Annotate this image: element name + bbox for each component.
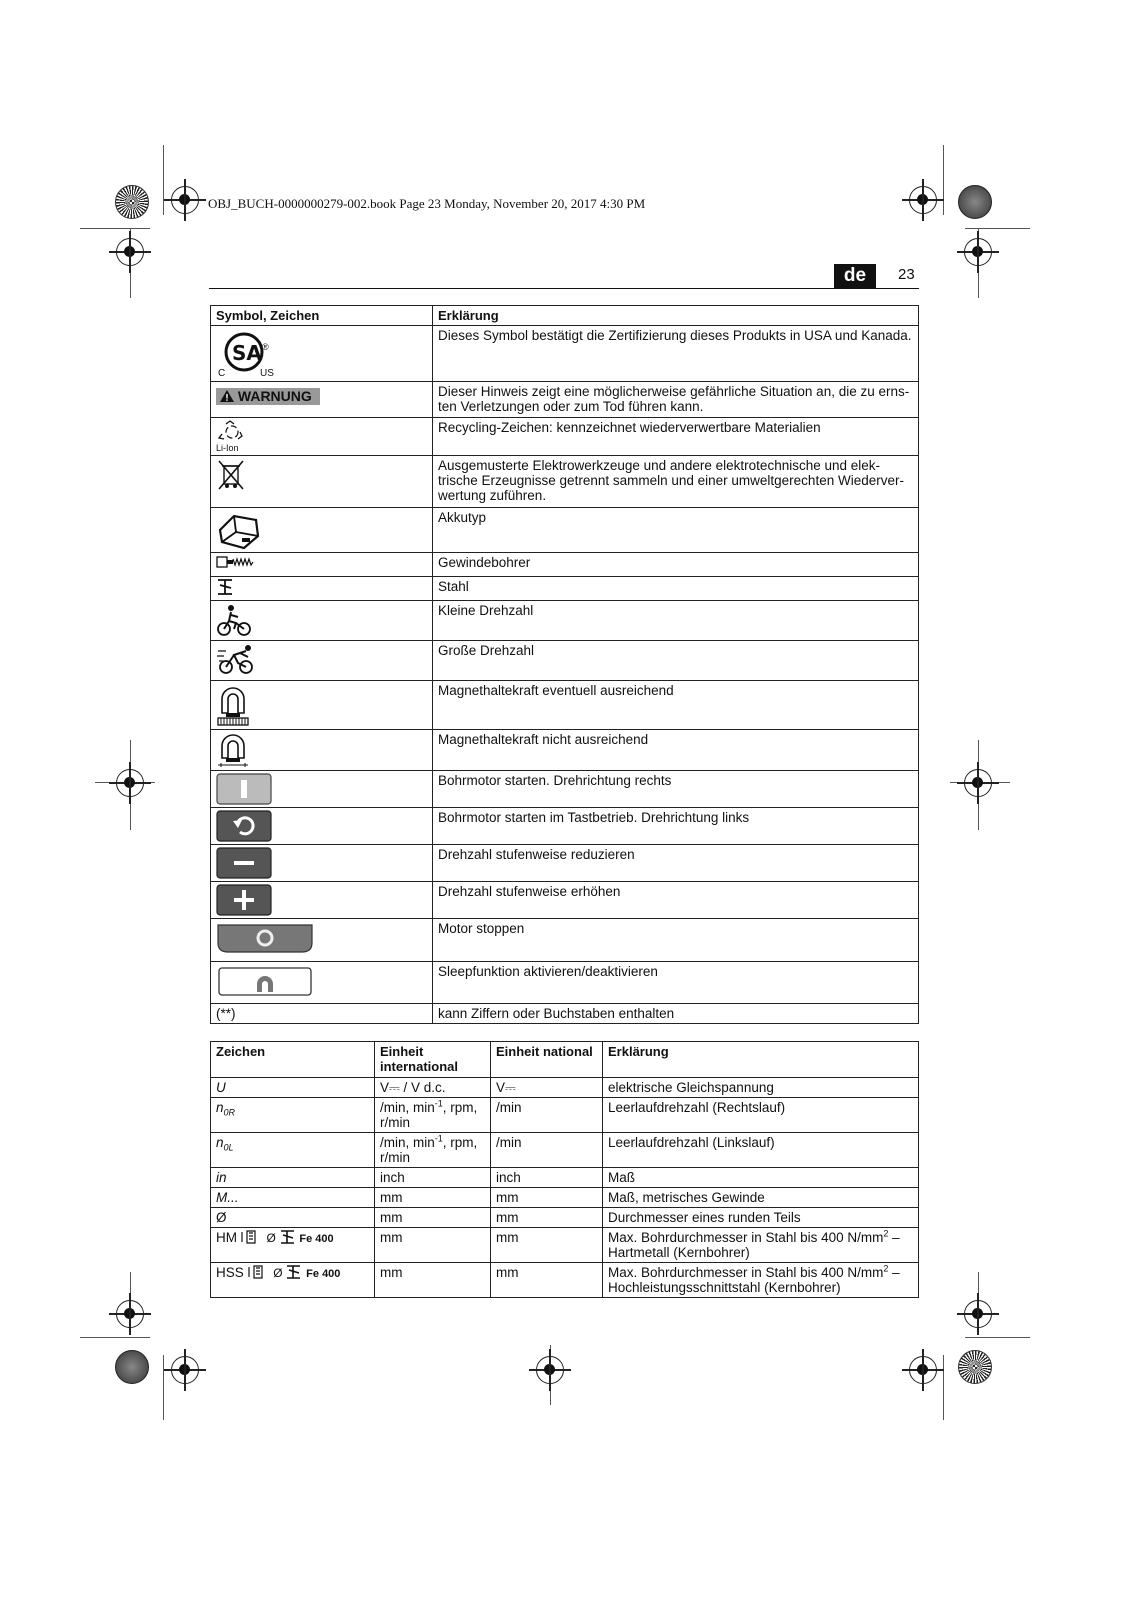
table-row [211, 1188, 919, 1208]
steel-beam-icon [286, 1265, 302, 1279]
core-drill-icon [241, 1230, 263, 1244]
unit-international-cell: inch [375, 1168, 491, 1188]
unit-exponent: 2 [883, 1228, 889, 1239]
registration-star-bottom-right [958, 1350, 992, 1384]
explanation-cell: Dieses Symbol bestätigt die Zertifizierung dieses Produkts in USA und Kanada. [433, 326, 919, 382]
fe400-label: Fe 400 [299, 1233, 334, 1245]
page-number: 23 [898, 266, 915, 283]
unit-national-cell: /min [491, 1133, 603, 1168]
table-row [211, 1098, 919, 1133]
unit-national-cell: inch [491, 1168, 603, 1188]
unit-international-cell: mm [375, 1208, 491, 1228]
symbol-cell [211, 456, 433, 508]
sign-cell: M... [211, 1188, 375, 1208]
symbol-cell [211, 326, 433, 382]
explanation-cell: Motor stoppen [433, 919, 919, 962]
stop-button-icon [216, 921, 314, 955]
symbol-cell [211, 681, 433, 730]
unit-national-cell: /min [491, 1098, 603, 1133]
registration-star-top-left [115, 185, 149, 219]
table-row [211, 508, 919, 553]
li-ion-label: Li-Ion [216, 443, 239, 453]
explanation-cell: Magnethaltekraft eventuell ausreichend [433, 681, 919, 730]
unit-national-cell: mm [491, 1208, 603, 1228]
explanation-cell: Stahl [433, 577, 919, 601]
plus-button-icon [216, 884, 272, 916]
magnet-sufficient-icon [216, 683, 250, 727]
registration-mark-left-1 [116, 238, 144, 266]
registration-mark-mid-left [116, 769, 144, 797]
sign-symbol: HSS [216, 1265, 244, 1280]
unit-rmin-text: r/min [380, 1150, 410, 1165]
unit-exponent: -1 [434, 1098, 443, 1109]
table-row [211, 553, 919, 577]
explanation-cell: Maß, metrisches Gewinde [603, 1188, 919, 1208]
explanation-cell: kann Ziffern oder Buchstaben enthalten [433, 1004, 919, 1024]
column-header-sign: Zeichen [211, 1042, 375, 1078]
explanation-cell: Drehzahl stufenweise reduzieren [433, 845, 919, 882]
explanation-cell [603, 1228, 919, 1263]
diameter-sign: Ø [266, 1231, 276, 1245]
unit-international-cell [375, 1133, 491, 1168]
unit-international-cell: mm [375, 1188, 491, 1208]
explanation-cell: Leerlaufdrehzahl (Rechtslauf) [603, 1098, 919, 1133]
explanation-material: Hartmetall (Kernbohrer) [608, 1245, 750, 1260]
symbol-cell [211, 382, 433, 418]
symbol-cell [211, 919, 433, 962]
sign-subscript: 0L [223, 1142, 234, 1153]
registration-mark-bottom-left-2 [171, 1356, 199, 1384]
sign-cell: in [211, 1168, 375, 1188]
registration-mark-bottom-left-1 [116, 1300, 144, 1328]
registration-solid-top-right [958, 185, 992, 219]
table-row [211, 1133, 919, 1168]
warning-triangle-icon [220, 390, 234, 402]
symbol-cell [211, 808, 433, 845]
sign-symbol: n [216, 1100, 224, 1115]
sign-cell [211, 1228, 375, 1263]
column-header-symbol: Symbol, Zeichen [211, 306, 433, 326]
registration-mark-top-right [909, 186, 937, 214]
header-rule [209, 288, 919, 289]
registration-mark-right-1 [964, 238, 992, 266]
table-row [211, 730, 919, 771]
sign-cell [211, 1098, 375, 1133]
csa-c-label: C [218, 368, 226, 379]
diameter-sign: Ø [273, 1266, 283, 1280]
column-header-unit-international: Einheit international [375, 1042, 491, 1078]
sleep-button-icon [216, 964, 314, 998]
table-row [211, 845, 919, 882]
unit-national-cell: mm [491, 1228, 603, 1263]
steel-beam-icon [280, 1230, 296, 1244]
table-row [211, 1263, 919, 1298]
core-drill-icon [248, 1265, 270, 1279]
symbol-cell [211, 845, 433, 882]
unit-rpm-text: , rpm, [442, 1100, 478, 1115]
units-table [210, 1041, 919, 1298]
table-row [211, 382, 919, 418]
explanation-cell: Große Drehzahl [433, 641, 919, 681]
explanation-cell: Sleepfunktion aktivieren/deaktivieren [433, 962, 919, 1004]
symbol-cell [211, 641, 433, 681]
explanation-cell: Gewindebohrer [433, 553, 919, 577]
table-row [211, 418, 919, 456]
explanation-cell [603, 1263, 919, 1298]
unit-rpm-text: , rpm, [442, 1135, 478, 1150]
magnet-insufficient-icon [216, 732, 250, 768]
explanation-text: Max. Bohrdurchmesser in Stahl bis 400 N/mm [608, 1230, 884, 1245]
symbol-cell [211, 730, 433, 771]
svg-text:SA: SA [232, 341, 262, 365]
start-button-icon [216, 773, 272, 805]
explanation-cell: Bohrmotor starten. Drehrichtung rechts [433, 771, 919, 808]
unit-international-cell: mm [375, 1228, 491, 1263]
slow-bicycle-icon [216, 603, 252, 637]
unit-min-text: /min, min [380, 1135, 435, 1150]
language-tag: de [834, 264, 876, 288]
symbol-cell [211, 601, 433, 641]
symbol-cell [211, 553, 433, 577]
csa-us-label: US [260, 368, 274, 379]
sign-cell [211, 1263, 375, 1298]
unit-exponent: -1 [434, 1133, 443, 1144]
column-header-unit-national: Einheit national [491, 1042, 603, 1078]
tap-drill-icon [216, 555, 256, 569]
table-row [211, 808, 919, 845]
sign-cell [211, 1133, 375, 1168]
explanation-cell: Akkutyp [433, 508, 919, 553]
symbol-cell [211, 418, 433, 456]
csa-reg-mark: ® [262, 342, 269, 352]
registration-mark-mid-right [964, 769, 992, 797]
unit-international-cell: mm [375, 1263, 491, 1298]
sign-cell: U [211, 1078, 375, 1098]
explanation-cell: Dieser Hinweis zeigt eine möglicherweise gefährliche Situation an, die zu erns-ten Verletzungen oder zum Tod führen kann. [433, 382, 919, 418]
fe400-label: Fe 400 [306, 1268, 341, 1280]
table-row [211, 771, 919, 808]
registration-mark-bottom-center [536, 1356, 564, 1384]
unit-exponent: 2 [883, 1263, 889, 1274]
table-row [211, 962, 919, 1004]
table-row [211, 681, 919, 730]
explanation-cell: Magnethaltekraft nicht ausreichend [433, 730, 919, 771]
symbol-cell [211, 577, 433, 601]
unit-international-cell: V⎓ / V d.c. [375, 1078, 491, 1098]
table-row [211, 1228, 919, 1263]
fast-bicycle-icon [216, 643, 256, 675]
table-row [211, 641, 919, 681]
unit-international-cell [375, 1098, 491, 1133]
explanation-cell: Maß [603, 1168, 919, 1188]
book-file-info: OBJ_BUCH-0000000279-002.book Page 23 Monday, November 20, 2017 4:30 PM [208, 196, 646, 211]
table-row [211, 456, 919, 508]
symbols-table [210, 305, 919, 1024]
warning-label [216, 388, 320, 405]
warning-text: WARNUNG [237, 388, 312, 404]
minus-button-icon [216, 847, 272, 879]
dash-text: – [888, 1265, 900, 1280]
table-row [211, 882, 919, 919]
explanation-cell: Bohrmotor starten im Tastbetrieb. Drehrichtung links [433, 808, 919, 845]
explanation-cell: Drehzahl stufenweise erhöhen [433, 882, 919, 919]
column-header-explanation: Erklärung [433, 306, 919, 326]
registration-solid-bottom-left [115, 1350, 149, 1384]
sign-cell: Ø [211, 1208, 375, 1228]
table-row [211, 326, 919, 382]
dash-text: – [888, 1230, 900, 1245]
symbol-cell [211, 882, 433, 919]
sign-subscript: 0R [223, 1107, 236, 1118]
steel-beam-icon [216, 579, 236, 595]
table-header-row [211, 306, 919, 326]
symbol-cell [211, 962, 433, 1004]
table-row [211, 1208, 919, 1228]
table-row [211, 1168, 919, 1188]
sign-symbol: HM [216, 1230, 237, 1245]
reverse-button-icon [216, 810, 272, 842]
explanation-cell: elektrische Gleichspannung [603, 1078, 919, 1098]
unit-rmin-text: r/min [380, 1115, 410, 1130]
registration-mark-bottom-right-2 [909, 1356, 937, 1384]
table-header-row [211, 1042, 919, 1078]
unit-national-cell: mm [491, 1263, 603, 1298]
table-row [211, 1004, 919, 1024]
battery-pack-icon [216, 510, 262, 550]
explanation-cell: Kleine Drehzahl [433, 601, 919, 641]
crossed-bin-icon [216, 458, 246, 492]
unit-national-cell: V⎓ [491, 1078, 603, 1098]
recycling-li-ion-icon [216, 420, 248, 444]
unit-min-text: /min, min [380, 1100, 435, 1115]
explanation-cell: Durchmesser eines runden Teils [603, 1208, 919, 1228]
symbol-cell [211, 771, 433, 808]
table-row [211, 601, 919, 641]
explanation-material: Hochleistungsschnittstahl (Kernbohrer) [608, 1280, 841, 1295]
explanation-text: Max. Bohrdurchmesser in Stahl bis 400 N/mm [608, 1265, 884, 1280]
sign-symbol: n [216, 1135, 224, 1150]
explanation-cell: Recycling-Zeichen: kennzeichnet wiederverwertbare Materialien [433, 418, 919, 456]
unit-national-cell: mm [491, 1188, 603, 1208]
symbol-cell: (**) [211, 1004, 433, 1024]
table-row [211, 919, 919, 962]
table-row [211, 1078, 919, 1098]
column-header-explanation: Erklärung [603, 1042, 919, 1078]
symbol-cell [211, 508, 433, 553]
registration-mark-bottom-right-1 [964, 1300, 992, 1328]
table-row [211, 577, 919, 601]
explanation-cell: Ausgemusterte Elektrowerkzeuge und andere elektrotechnische und elek-trische Erzeugnisse getrennt sammeln und einer umweltgerechten Wiederver-wertung zuführen. [433, 456, 919, 508]
registration-mark-top-left [171, 186, 199, 214]
explanation-cell: Leerlaufdrehzahl (Linkslauf) [603, 1133, 919, 1168]
